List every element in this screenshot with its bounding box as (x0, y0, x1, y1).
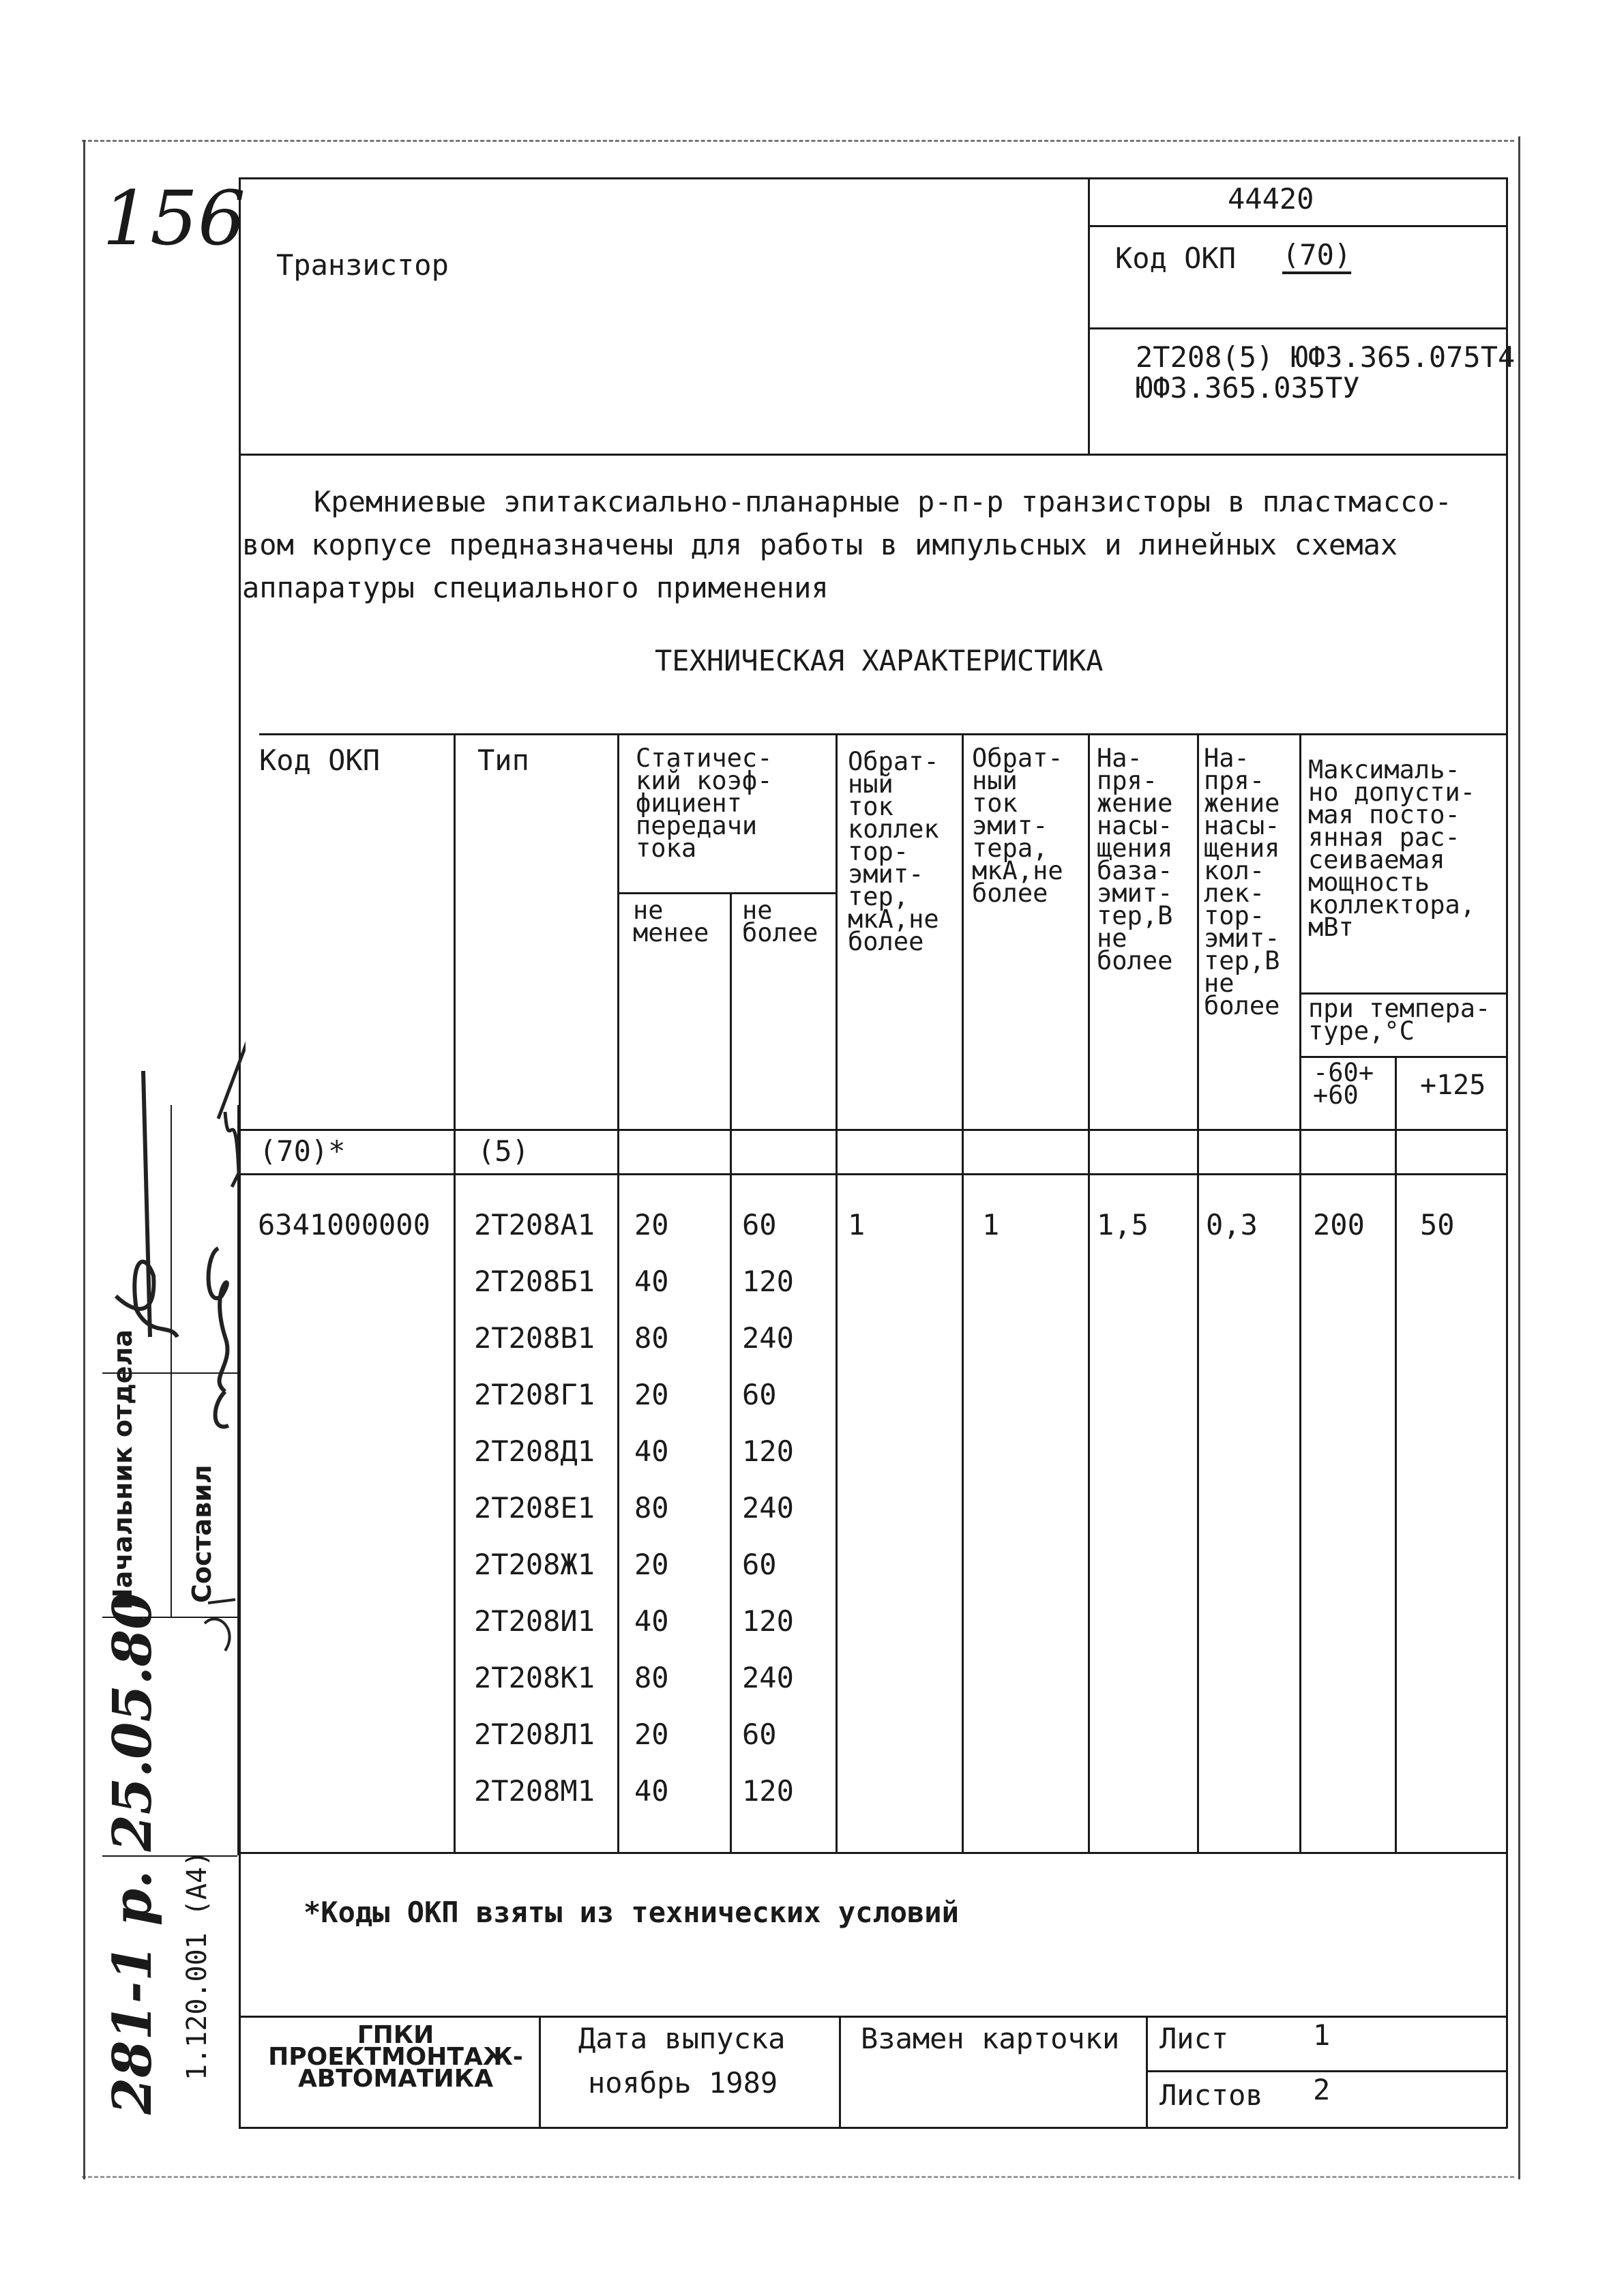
okp-code-value: 6341000000 (258, 1208, 430, 1241)
col-sep-1 (454, 733, 456, 1852)
row-type: 2Т208Ж1 (474, 1548, 595, 1581)
header-okp: Код ОКП (259, 744, 381, 777)
header-row-bottom (239, 1129, 1507, 1131)
col-sep-7 (1197, 733, 1199, 1852)
header-type: Тип (477, 744, 529, 777)
row-max: 240 (742, 1321, 794, 1355)
row-max: 120 (742, 1774, 794, 1808)
row-type: 2Т208Д1 (474, 1434, 595, 1468)
description-line-1: Кремниевые эпитаксиально-планарные р-п-р транзисторы в пластмассо- (314, 485, 1452, 518)
sheet-label: Лист (1159, 2022, 1229, 2055)
header-coef: Статичес- кий коэф- фициент передачи тока (636, 744, 773, 863)
header-temp-range-2: +125 (1420, 1070, 1486, 1101)
description-line-3: аппаратуры специального применения (242, 571, 829, 604)
header-collector-current: Обрат- ный ток коллек тор- эмит- тер, мкА,не более (848, 747, 939, 956)
row-type: 2Т208Б1 (474, 1265, 595, 1298)
code-okp: (70)* (259, 1134, 346, 1168)
frame-top (239, 177, 1507, 179)
date-scribble (205, 1600, 235, 1651)
form-code: 1.120.001 (А4) (181, 1850, 213, 2080)
sheets-label: Листов (1159, 2078, 1263, 2112)
code-type: (5) (477, 1134, 529, 1168)
footer-sep-2 (839, 2016, 841, 2127)
col-sep-2 (617, 733, 619, 1852)
value-be-voltage: 1,5 (1097, 1208, 1149, 1241)
row-type: 2Т208Г1 (474, 1378, 595, 1411)
document-title: Транзистор (276, 248, 449, 282)
row-min: 80 (634, 1321, 669, 1355)
value-ce-voltage: 0,3 (1206, 1208, 1258, 1241)
row-type: 2Т208И1 (474, 1604, 595, 1638)
row-min: 40 (634, 1774, 669, 1808)
header-divider (1088, 177, 1090, 454)
row-max: 120 (742, 1265, 794, 1298)
header-be-voltage: На- пря- жение насы- щения база- эмит- тер,В не более (1097, 744, 1173, 975)
handwritten-reference: 281-1 р. 25.05.80 (102, 1592, 164, 2115)
sheet-value: 1 (1313, 2018, 1331, 2052)
table-top (259, 733, 1506, 735)
row-max: 60 (742, 1718, 777, 1751)
value-power-2: 50 (1420, 1208, 1455, 1241)
row-min: 40 (634, 1604, 669, 1638)
header-power: Максималь- но допусти- мая посто- янная рас- сеиваемая мощность коллектора, мВт (1308, 755, 1476, 942)
pen-mark (218, 1010, 246, 1187)
organization: ГПКИ ПРОЕКТМОНТАЖ- АВТОМАТИКА (268, 2021, 523, 2093)
frame-right (1506, 177, 1508, 2128)
header-min: не менее (633, 896, 709, 947)
sub-line-coef (617, 892, 836, 894)
release-date-label: Дата выпуска (578, 2022, 786, 2055)
col-sep-8 (1299, 733, 1301, 1852)
signature-head (116, 1071, 177, 1337)
row-max: 120 (742, 1604, 794, 1638)
page-number: 156 (102, 175, 246, 262)
row-max: 60 (742, 1378, 777, 1411)
row-min: 20 (634, 1548, 669, 1581)
row-max: 60 (742, 1208, 777, 1241)
head-of-department-label: Начальник отдела (108, 1329, 138, 1610)
row-max: 120 (742, 1434, 794, 1468)
release-date-value: ноябрь 1989 (588, 2066, 778, 2100)
footer-sheet-divider (1146, 2070, 1506, 2072)
replaces-card-label: Взамен карточки (861, 2022, 1120, 2055)
okp-label: Код ОКП (1115, 241, 1237, 275)
doc-designation-1: 2Т208(5) ЮФ3.365.075Т4 (1136, 340, 1516, 374)
header-emitter-current: Обрат- ный ток эмит- тера, мкА,не более (972, 744, 1063, 908)
composer-label: Составил (187, 1465, 217, 1603)
footnote: *Коды ОКП взяты из технических условий (304, 1896, 959, 1929)
sheets-value: 2 (1313, 2073, 1331, 2106)
value-power-1: 200 (1313, 1208, 1365, 1241)
col-sep-4 (836, 733, 838, 1852)
header-temp-range-1: -60+ +60 (1313, 1058, 1374, 1110)
description-line-2: вом корпусе предназначены для работы в импульсных и линейных схемах (242, 528, 1398, 561)
row-max: 240 (742, 1491, 794, 1525)
footer-sep-3 (1146, 2016, 1148, 2127)
code-row-bottom (239, 1173, 1507, 1175)
header-bottom (239, 454, 1507, 456)
section-title: ТЕХНИЧЕСКАЯ ХАРАКТЕРИСТИКА (655, 644, 1104, 677)
row-min: 80 (634, 1491, 669, 1525)
row-min: 20 (634, 1378, 669, 1411)
row-type: 2Т208К1 (474, 1661, 595, 1694)
row-min: 20 (634, 1718, 669, 1751)
row-max: 60 (742, 1548, 777, 1581)
row-type: 2Т208Е1 (474, 1491, 595, 1525)
header-number: 44420 (1228, 182, 1314, 216)
row-min: 20 (634, 1208, 669, 1241)
col-sep-6 (1088, 733, 1090, 1852)
footer-top (239, 2016, 1507, 2018)
table-bottom (239, 1852, 1507, 1854)
value-emitter-current: 1 (982, 1208, 1000, 1241)
scan-edge-left (83, 140, 85, 2179)
col-sep-3 (730, 892, 732, 1852)
footer-sep-1 (539, 2016, 541, 2127)
signature-scribbles (89, 955, 246, 1671)
doc-designation-2: ЮФ3.365.035ТУ (1136, 371, 1360, 404)
row-min: 40 (634, 1434, 669, 1468)
scan-edge-top (82, 140, 1514, 142)
row-max: 240 (742, 1661, 794, 1694)
header-max: не более (742, 896, 818, 947)
row-type: 2Т208В1 (474, 1321, 595, 1355)
col-sep-9 (1395, 1056, 1397, 1852)
col-sep-5 (962, 733, 964, 1852)
row-min: 40 (634, 1265, 669, 1298)
scan-edge-bottom (82, 2176, 1514, 2178)
row-type: 2Т208А1 (474, 1208, 595, 1241)
header-temperature: при темпера- туре,°С (1308, 994, 1491, 1046)
value-collector-current: 1 (848, 1208, 866, 1241)
okp-value: (70) (1282, 238, 1352, 271)
row-min: 80 (634, 1661, 669, 1694)
signature-composer (209, 1248, 228, 1427)
header-line-2 (1088, 327, 1506, 329)
header-ce-voltage: На- пря- жение насы- щения кол- лек- тор- эмит- тер,В не более (1204, 744, 1280, 1020)
scan-edge-right (1518, 136, 1520, 2179)
header-line-1 (1088, 225, 1506, 227)
row-type: 2Т208Л1 (474, 1718, 595, 1751)
frame-bottom (239, 2127, 1507, 2129)
row-type: 2Т208М1 (474, 1774, 595, 1808)
